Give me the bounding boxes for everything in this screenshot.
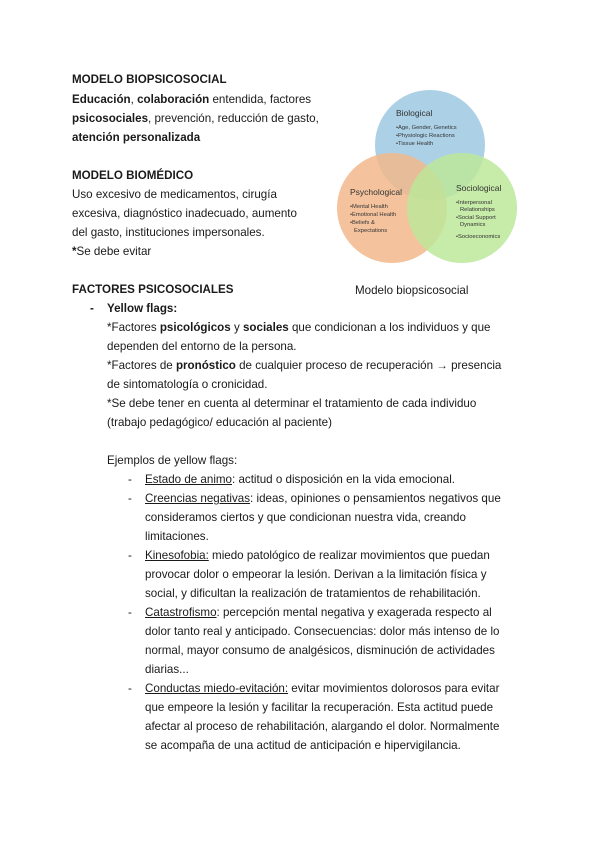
psychological-item: Expectations [354, 228, 388, 234]
list-dash: - [128, 492, 132, 505]
biopsicosocial-line-3 [72, 128, 200, 147]
venn-caption: Modelo biopsicosocial [355, 284, 469, 297]
psychological-item: •Emotional Health [350, 212, 397, 218]
list-item-line: afectar al proceso de rehabilitación, alargando el dolor. Normalmente [145, 720, 500, 733]
list-item-line [145, 546, 490, 565]
biopsicosocial-heading: MODELO BIOPSICOSOCIAL [72, 73, 227, 86]
list-item-line [145, 603, 492, 622]
venn-diagram [330, 88, 520, 268]
biological-item: •Physiologic Reactions [396, 133, 455, 139]
list-item-line: provocar dolor o empeorar la lesión. Derivan a la limitación física y [145, 568, 487, 581]
list-item-line: diarias... [145, 663, 189, 676]
text: : actitud o disposición en la vida emocional. [232, 473, 456, 486]
list-item-term: Kinesofobia: [145, 549, 209, 562]
paragraph-3-line-2: (trabajo pedagógico/ educación al paciente) [107, 416, 332, 429]
list-dash: - [128, 549, 132, 562]
paragraph-1-line-1 [107, 318, 490, 337]
text-bold: Educación [72, 93, 131, 106]
text-bold: pronóstico [175, 359, 236, 372]
list-dash: - [128, 606, 132, 619]
text: , prevención, reducción de gasto, [148, 112, 319, 125]
sociological-title: Sociological [456, 183, 502, 193]
factores-heading: FACTORES PSICOSOCIALES [72, 283, 234, 296]
biomedico-line-4 [72, 242, 151, 261]
list-item-line: que empeore la lesión y facilitar la recuperación. Esta actitud puede [145, 701, 494, 714]
biomedico-heading: MODELO BIOMÉDICO [72, 169, 194, 182]
psychological-item: •Mental Health [350, 204, 388, 210]
sociological-item: •Interpersonal [456, 200, 492, 206]
sociological-item: •Social Support [456, 215, 496, 221]
biopsicosocial-line-1 [72, 90, 311, 109]
sociological-item: •Socioeconomics [456, 234, 501, 240]
list-item-line [145, 489, 501, 508]
list-item-line: consideramos ciertos y que condicionan nuestra vida, creando [145, 511, 466, 524]
ejemplos-heading: Ejemplos de yellow flags: [107, 454, 238, 467]
biomedico-line-3: del gasto, instituciones impersonales. [72, 226, 265, 239]
sociological-item: Dynamics [460, 222, 486, 228]
text: que condicionan a los individuos y que [288, 321, 491, 334]
biological-item: •Age, Gender, Genetics [396, 125, 457, 131]
yellow-flags-title: Yellow flags: [107, 302, 178, 315]
list-item-line: se acompaña de una actitud de anticipación e hipervigilancia. [145, 739, 461, 752]
text: y [230, 321, 243, 334]
text: *Factores [107, 321, 160, 334]
text-bold: * [72, 245, 77, 258]
psychological-item: •Beliefs & [350, 220, 375, 226]
bullet-dash: - [90, 302, 94, 315]
text: : percepción mental negativa y exagerada respecto al [216, 606, 492, 619]
text: Se debe evitar [76, 245, 152, 258]
list-item-term: Creencias negativas [145, 492, 251, 505]
paragraph-3-line-1: *Se debe tener en cuenta al determinar el tratamiento de cada individuo [107, 397, 477, 410]
list-item-line [145, 470, 455, 489]
list-item-term: Conductas miedo-evitación: [145, 682, 289, 695]
psychological-title: Psychological [350, 187, 402, 197]
text: *Factores de [107, 359, 176, 372]
list-item-line: dolor tanto real y anticipado. Consecuencias: dolor más intenso de lo [145, 625, 500, 638]
text: evitar movimientos dolorosos para evitar [288, 682, 500, 695]
sociological-item: Relationships [460, 207, 495, 213]
list-dash: - [128, 473, 132, 486]
biopsicosocial-line-2 [72, 109, 319, 128]
text-bold: atención personalizada [72, 131, 201, 144]
text: : ideas, opiniones o pensamientos negativos que [250, 492, 501, 505]
text: miedo patológico de realizar movimientos que puedan [208, 549, 490, 562]
paragraph-1-line-2: dependen del entorno de la persona. [107, 340, 297, 353]
list-item-line: social, y dificultan la realización de tratamientos de rehabilitación. [145, 587, 481, 600]
text-bold: colaboración [137, 93, 210, 106]
text-bold: sociales [242, 321, 289, 334]
list-item-term: Catastrofismo [145, 606, 217, 619]
text-bold: psicológicos [159, 321, 231, 334]
list-item-line [145, 679, 499, 698]
biomedico-line-2: excesiva, diagnóstico inadecuado, aumento [72, 207, 297, 220]
text: , [130, 93, 138, 106]
biological-title: Biological [396, 108, 433, 118]
text-bold: psicosociales [72, 112, 149, 125]
list-item-line: normal, mayor consumo de analgésicos, disminución de actividades [145, 644, 495, 657]
paragraph-2-line-1 [107, 356, 501, 375]
list-item-term: Estado de animo [145, 473, 233, 486]
list-item-line: limitaciones. [145, 530, 209, 543]
biological-item: •Tissue Health [396, 141, 434, 147]
text: de cualquier proceso de recuperación → presencia [235, 359, 502, 372]
paragraph-2-line-2: de sintomatología o cronicidad. [107, 378, 268, 391]
list-dash: - [128, 682, 132, 695]
text: entendida, factores [209, 93, 312, 106]
biomedico-line-1: Uso excesivo de medicamentos, cirugía [72, 188, 277, 201]
